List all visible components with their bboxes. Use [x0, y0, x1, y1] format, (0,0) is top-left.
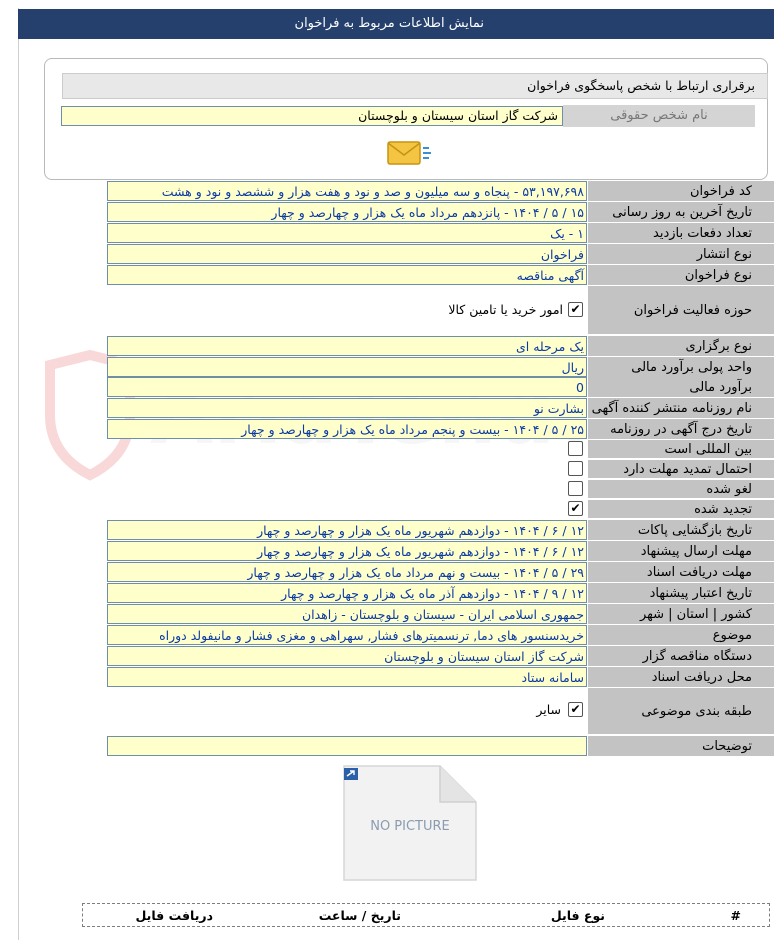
- label-cancelled: لغو شده: [588, 480, 774, 498]
- activity-checkbox[interactable]: ✔: [568, 302, 583, 317]
- category-checkbox[interactable]: ✔: [568, 702, 583, 717]
- value-publish-type: فراخوان: [107, 244, 587, 264]
- renewed-checkbox[interactable]: ✔: [568, 501, 583, 516]
- label-last-update: تاریخ آخرین به روز رسانی: [588, 202, 774, 222]
- value-organizer: شرکت گاز استان سیستان و بلوچستان: [107, 646, 587, 666]
- value-validity-date: ۱۲ / ۹ / ۱۴۰۴ - دوازدهم آذر ماه یک هزار و چهارصد و چهار: [107, 583, 587, 603]
- envelope-icon[interactable]: [386, 139, 432, 167]
- value-estimate: 0: [107, 377, 587, 397]
- label-docs-deadline: مهلت دریافت اسناد: [588, 562, 774, 582]
- value-currency: ریال: [107, 357, 587, 377]
- value-submit-deadline: ۱۲ / ۶ / ۱۴۰۴ - دوازدهم شهریور ماه یک هزار و چهارصد و چهار: [107, 541, 587, 561]
- label-visits: تعداد دفعات بازدید: [588, 223, 774, 243]
- label-publish-type: نوع انتشار: [588, 244, 774, 264]
- label-submit-deadline: مهلت ارسال پیشنهاد: [588, 541, 774, 561]
- value-description: [107, 736, 587, 756]
- value-code: ۵۳,۱۹۷,۶۹۸ - پنجاه و سه میلیون و صد و نود و هفت هزار و ششصد و نود و هشت: [107, 181, 587, 201]
- value-docs-deadline: ۲۹ / ۵ / ۱۴۰۴ - بیست و نهم مرداد ماه یک هزار و چهارصد و چهار: [107, 562, 587, 582]
- label-holding-type: نوع برگزاری: [588, 336, 774, 356]
- label-news-date: تاریخ درج آگهی در روزنامه: [588, 419, 774, 439]
- label-activity: حوزه فعالیت فراخوان: [588, 286, 774, 334]
- no-picture-text: NO PICTURE: [370, 819, 450, 834]
- label-docs-place: محل دریافت اسناد: [588, 667, 774, 687]
- category-value: سایر: [536, 702, 561, 717]
- label-subject: موضوع: [588, 625, 774, 645]
- label-call-type: نوع فراخوان: [588, 265, 774, 285]
- label-category: طبقه بندی موضوعی: [588, 688, 774, 734]
- label-currency: واحد پولی برآورد مالی: [588, 357, 774, 377]
- page-title: نمایش اطلاعات مربوط به فراخوان: [18, 9, 774, 39]
- col-file-type: نوع فایل: [550, 907, 605, 923]
- value-holding-type: یک مرحله ای: [107, 336, 587, 356]
- no-picture-image: [340, 764, 480, 882]
- legal-person-value: شرکت گاز استان سیستان و بلوچستان: [61, 106, 563, 126]
- files-table-header: [82, 903, 770, 927]
- value-last-update: ۱۵ / ۵ / ۱۴۰۴ - پانزدهم مرداد ماه یک هزار و چهارصد و چهار: [107, 202, 587, 222]
- col-index: #: [730, 907, 741, 923]
- label-newspaper: نام روزنامه منتشر کننده آگهی: [588, 398, 774, 418]
- label-opening-date: تاریخ بازگشایی پاکات: [588, 520, 774, 540]
- value-newspaper: بشارت نو: [107, 398, 587, 418]
- label-international: بین المللی است: [588, 440, 774, 458]
- value-opening-date: ۱۲ / ۶ / ۱۴۰۴ - دوازدهم شهریور ماه یک هزار و چهارصد و چهار: [107, 520, 587, 540]
- label-validity-date: تاریخ اعتبار پیشنهاد: [588, 583, 774, 603]
- label-estimate: برآورد مالی: [588, 377, 774, 397]
- legal-person-label: نام شخص حقوقی: [563, 105, 755, 127]
- label-code: کد فراخوان: [588, 181, 774, 201]
- extension-checkbox[interactable]: [568, 461, 583, 476]
- label-extension: احتمال تمدید مهلت دارد: [588, 460, 774, 478]
- label-renewed: تجدید شده: [588, 500, 774, 518]
- value-call-type: آگهی مناقصه: [107, 265, 587, 285]
- value-location: جمهوری اسلامی ایران - سیستان و بلوچستان - زاهدان: [107, 604, 587, 624]
- label-location: کشور | استان | شهر: [588, 604, 774, 624]
- value-subject: خریدسنسور های دما, ترنسمیترهای فشار, سهراهی و مغزی فشار و مانیفولد دوراه: [107, 625, 587, 645]
- col-download: دریافت فایل: [135, 907, 213, 923]
- cancelled-checkbox[interactable]: [568, 481, 583, 496]
- col-date-time: تاریخ / ساعت: [318, 907, 401, 923]
- value-visits: ۱ - یک: [107, 223, 587, 243]
- label-organizer: دستگاه مناقصه گزار: [588, 646, 774, 666]
- label-description: توضیحات: [588, 736, 774, 756]
- activity-value: امور خرید یا تامین کالا: [448, 302, 563, 317]
- contact-header: برقراری ارتباط با شخص پاسخگوی فراخوان: [62, 73, 768, 99]
- international-checkbox[interactable]: [568, 441, 583, 456]
- value-news-date: ۲۵ / ۵ / ۱۴۰۴ - بیست و پنجم مرداد ماه یک هزار و چهارصد و چهار: [107, 419, 587, 439]
- value-docs-place: سامانه ستاد: [107, 667, 587, 687]
